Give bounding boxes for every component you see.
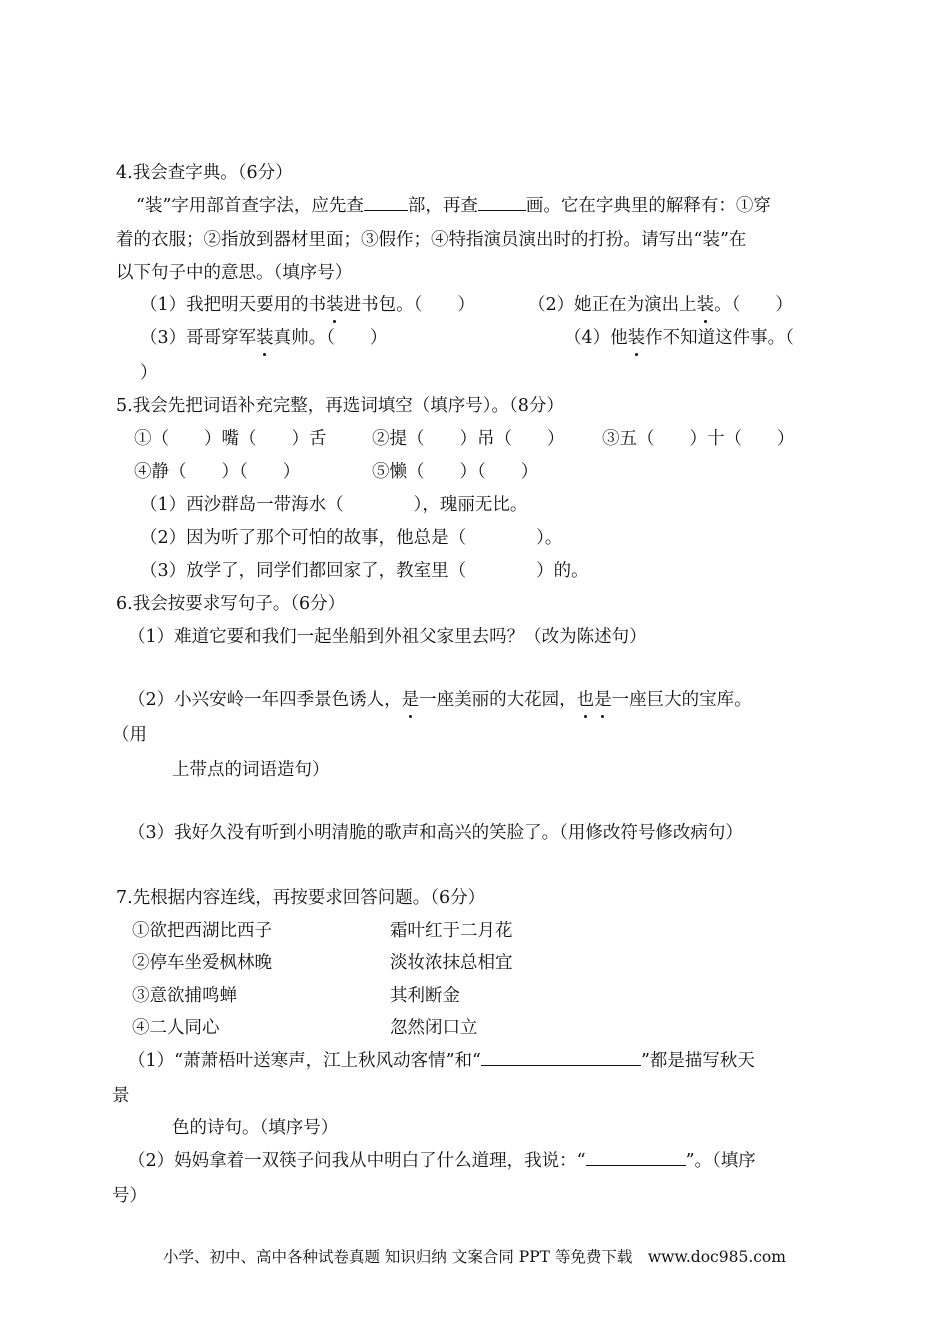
q5-word-4: ④静（ ）（ ） — [134, 462, 301, 482]
q4-text: 画。它在字典里的解释有：①穿 — [525, 196, 771, 216]
q4-sentence-3: （3）哥哥穿军装真帅。（ ） — [140, 328, 388, 348]
q5-word-2: ②提（ ）吊（ ） — [372, 429, 565, 449]
blank-strokes[interactable] — [478, 194, 526, 211]
poem-left-1[interactable]: ①欲把西湖比西子 — [132, 921, 272, 941]
q6-sentence-2-instruction: 上带点的词语造句） — [172, 760, 330, 780]
page-footer: 小学、初中、高中各种试卷真题 知识归纳 文案合同 PPT 等免费下载 www.doc985.com — [163, 1248, 786, 1266]
dotted-char: 装 — [326, 295, 344, 315]
poem-left-2[interactable]: ②停车坐爱枫林晚 — [132, 953, 272, 973]
poem-right-3[interactable]: 其利断金 — [390, 986, 460, 1006]
q7-answer-1-wrap: 景 — [112, 1086, 130, 1106]
q4-text: 部，再查 — [407, 196, 478, 216]
q4-sentence-4: （4）他装作不知道这件事。（ — [564, 328, 794, 348]
q4-paragraph-line3: 以下句子中的意思。（填序号） — [116, 263, 353, 283]
q7-answer-2: （2）妈妈拿着一双筷子问我从中明白了什么道理，我说：“ ”。（填序 — [128, 1151, 756, 1171]
q4-sentence-2: （2）她正在为演出上装。（ ） — [528, 295, 793, 315]
poem-right-2[interactable]: 淡妆浓抹总相宜 — [390, 953, 513, 973]
q5-title: 5.我会先把词语补充完整，再选词填空（填序号）。（8分） — [116, 396, 564, 416]
q7-answer-1-end: 色的诗句。（填序号） — [172, 1118, 339, 1138]
q5-sentence-2: （2）因为听了那个可怕的故事，他总是（ ）。 — [140, 528, 563, 548]
q4-paragraph-line2: 着的衣服；②指放到器材里面；③假作；④特指演员演出时的打扮。请写出“装”在 — [116, 230, 747, 250]
q4-text: “装”字用部首查字法，应先查 — [136, 196, 364, 216]
blank-poem[interactable] — [481, 1049, 641, 1066]
poem-right-4[interactable]: 忽然闭口立 — [390, 1018, 478, 1038]
q7-title: 7.先根据内容连线，再按要求回答问题。（6分） — [116, 888, 486, 908]
q4-sentence-4-end: ） — [140, 363, 158, 383]
dotted-char: 装 — [627, 328, 646, 348]
dotted-char: 装 — [696, 295, 715, 315]
blank-lesson[interactable] — [586, 1149, 686, 1166]
q6-title: 6.我会按要求写句子。（6分） — [116, 594, 346, 614]
q6-sentence-2: （2）小兴安岭一年四季景色诱人，是一座美丽的大花园，也是一座巨大的宝库。 — [128, 690, 752, 710]
dotted-char: 是 — [401, 690, 420, 710]
q5-sentence-1: （1）西沙群岛一带海水（ ），瑰丽无比。 — [140, 495, 528, 515]
poem-right-1[interactable]: 霜叶红于二月花 — [390, 921, 513, 941]
q4-title: 4.我会查字典。（6分） — [116, 163, 293, 183]
q5-word-3: ③五（ ）十（ ） — [602, 429, 795, 449]
q4-paragraph-line1 — [136, 194, 771, 218]
q5-sentence-3: （3）放学了，同学们都回家了，教室里（ ）的。 — [140, 561, 589, 581]
dotted-char: 装 — [256, 328, 274, 348]
poem-left-3[interactable]: ③意欲捕鸣蝉 — [132, 986, 237, 1006]
dotted-char: 也 — [576, 690, 595, 710]
blank-radical[interactable] — [364, 194, 408, 211]
q6-sentence-1: （1）难道它要和我们一起坐船到外祖父家里去吗？（改为陈述句） — [128, 627, 647, 647]
q6-sentence-3: （3）我好久没有听到小明清脆的歌声和高兴的笑脸了。（用修改符号修改病句） — [128, 823, 743, 843]
dotted-char: 是 — [594, 690, 612, 710]
q5-word-5: ⑤懒（ ）（ ） — [372, 462, 539, 482]
poem-left-4[interactable]: ④二人同心 — [132, 1018, 220, 1038]
q4-sentence-1: （1）我把明天要用的书装进书包。（ ） — [140, 295, 475, 315]
q7-answer-2-wrap: 号） — [112, 1186, 147, 1206]
q5-word-1: ①（ ）嘴（ ）舌 — [134, 429, 327, 449]
q7-answer-1: （1）“萧萧梧叶送寒声，江上秋风动客情”和“ ”都是描写秋天 — [128, 1051, 755, 1071]
q6-sentence-2-wrap: （用 — [112, 725, 147, 745]
